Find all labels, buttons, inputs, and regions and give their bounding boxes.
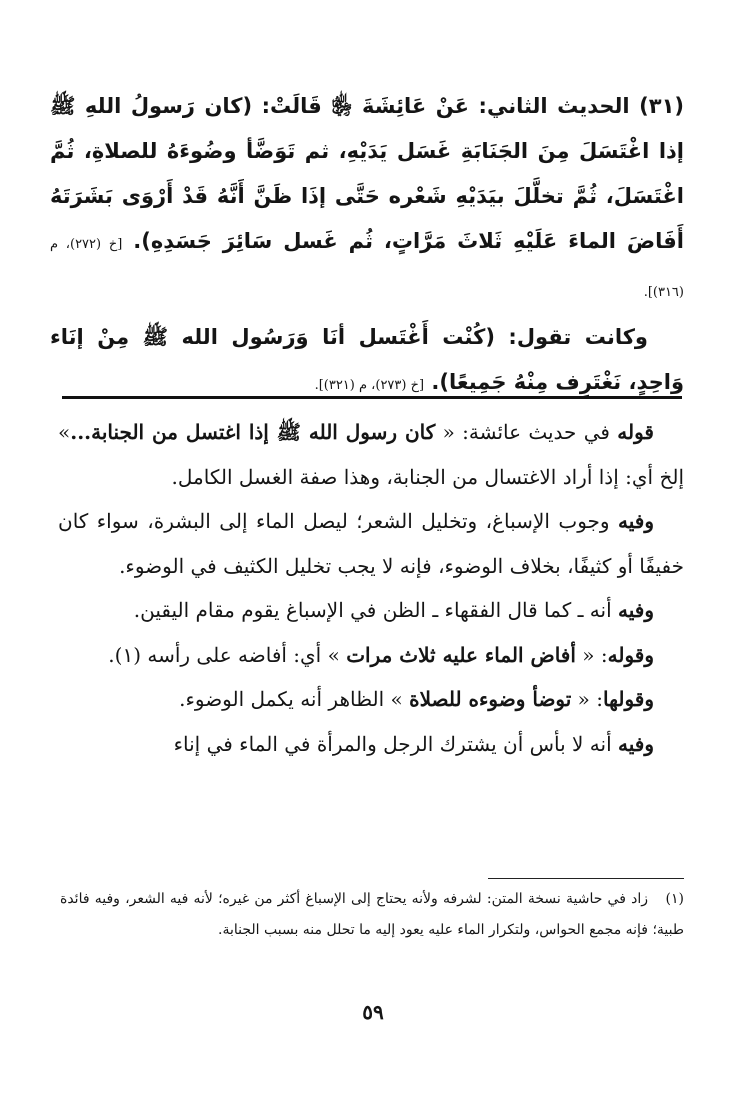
commentary-keyword: قوله: [617, 420, 654, 444]
commentary-keyword: وفيه: [618, 731, 654, 756]
page-number: ٥٩: [362, 1000, 384, 1024]
footnote: [60, 884, 684, 946]
commentary-quote: توضأ وضوءه للصلاة: [409, 687, 572, 711]
commentary-keyword: وقولها: [603, 687, 654, 711]
hadith-main-reference: [خ (٢٧٢)، م (٣١٦)].: [50, 237, 684, 300]
commentary-text: » الظاهر أنه يكمل الوضوء.: [179, 687, 410, 711]
commentary-text: : «: [571, 687, 604, 711]
commentary-keyword: وفيه: [618, 509, 654, 533]
hadith-second-reference: [خ (٢٧٣)، م (٣٢١)].: [314, 378, 425, 393]
commentary-paragraph-3: [58, 588, 684, 633]
commentary-paragraph-2: [58, 499, 684, 588]
commentary-text: وجوب الإسباغ، وتخليل الشعر؛ ليصل الماء إلى البشرة، سواء كان خفيفًا أو كثيفًا، بخلاف الوضوء، فإنه لا يجب تخليل الكثيف في الوضوء.: [58, 509, 684, 578]
commentary-paragraph-6: [58, 722, 684, 767]
commentary-text: في حديث عائشة: «: [435, 420, 618, 444]
hadith-second-text: وكانت تقول: (كُنْت أَغْتَسل أنَا وَرَسُول الله ﷺ مِنْ إنَاء وَاحِدٍ، نَغْتَرِف مِنْهُ جَمِيعًا).: [50, 325, 684, 394]
commentary-quote: كان رسول الله ﷺ إذا اغتسل من الجنابة...: [70, 420, 436, 444]
footnote-number: (١): [665, 891, 684, 907]
commentary-text: » أي: أفاضه على رأسه (١).: [108, 642, 347, 667]
commentary-text: : «: [575, 642, 608, 667]
commentary-paragraph-4: [58, 633, 684, 678]
commentary-text: أنه ـ كما قال الفقهاء ـ الظن في الإسباغ يقوم مقام اليقين.: [133, 598, 619, 622]
commentary-text: » إلخ أي: إذا أراد الاغتسال من الجنابة، وهذا صفة الغسل الكامل.: [58, 420, 684, 489]
hadith-second-paragraph: [50, 315, 684, 408]
commentary-keyword: وفيه: [618, 598, 654, 622]
hadith-main-text: (٣١) الحديث الثاني: عَنْ عَائِشَةَ ﵂ قَالَتْ: (كان رَسولُ اللهِ ﷺ إذا اغْتَسَلَ مِنَ الجَنَابَةِ غَسَل يَدَيْهِ، ثم تَوَضَّأ وضُوءَهُ للصلاةِ، ثُمَّ اغْتَسَلَ، ثُمَّ تخلَّلَ بيَدَيْهِ شَعْره حَتَّى إذَا ظَنَّ أَنَّهُ قَدْ أَرْوَى بَشَرَتَهُ أَفَاضَ الماءَ عَلَيْهِ ثَلاثَ مَرَّاتٍ، ثُم غَسل سَائِرَ جَسَدِهِ).: [50, 94, 685, 253]
commentary-text: أنه لا بأس أن يشترك الرجل والمرأة في الماء في إناء: [173, 731, 619, 756]
commentary-paragraph-5: [58, 677, 684, 722]
footnote-text: زاد في حاشية نسخة المتن: لشرفه ولأنه يحتاج إلى الإسباغ أكثر من غيره؛ لأنه فيه الشعر، وفيه فائدة طبية؛ فإنه مجمع الحواس، ولتكرار الماء عليه يعود إليه ما تحلل منه بسبب الجنابة.: [60, 891, 684, 938]
hadith-text-block: [50, 84, 684, 408]
hadith-main-paragraph: [50, 84, 684, 315]
commentary-keyword: وقوله: [607, 642, 654, 667]
commentary-quote: أفاض الماء عليه ثلاث مرات: [346, 642, 576, 667]
section-divider: [62, 396, 682, 399]
footnote-divider: [488, 878, 684, 879]
commentary-paragraph-1: [58, 410, 684, 499]
commentary-block: [58, 410, 684, 766]
